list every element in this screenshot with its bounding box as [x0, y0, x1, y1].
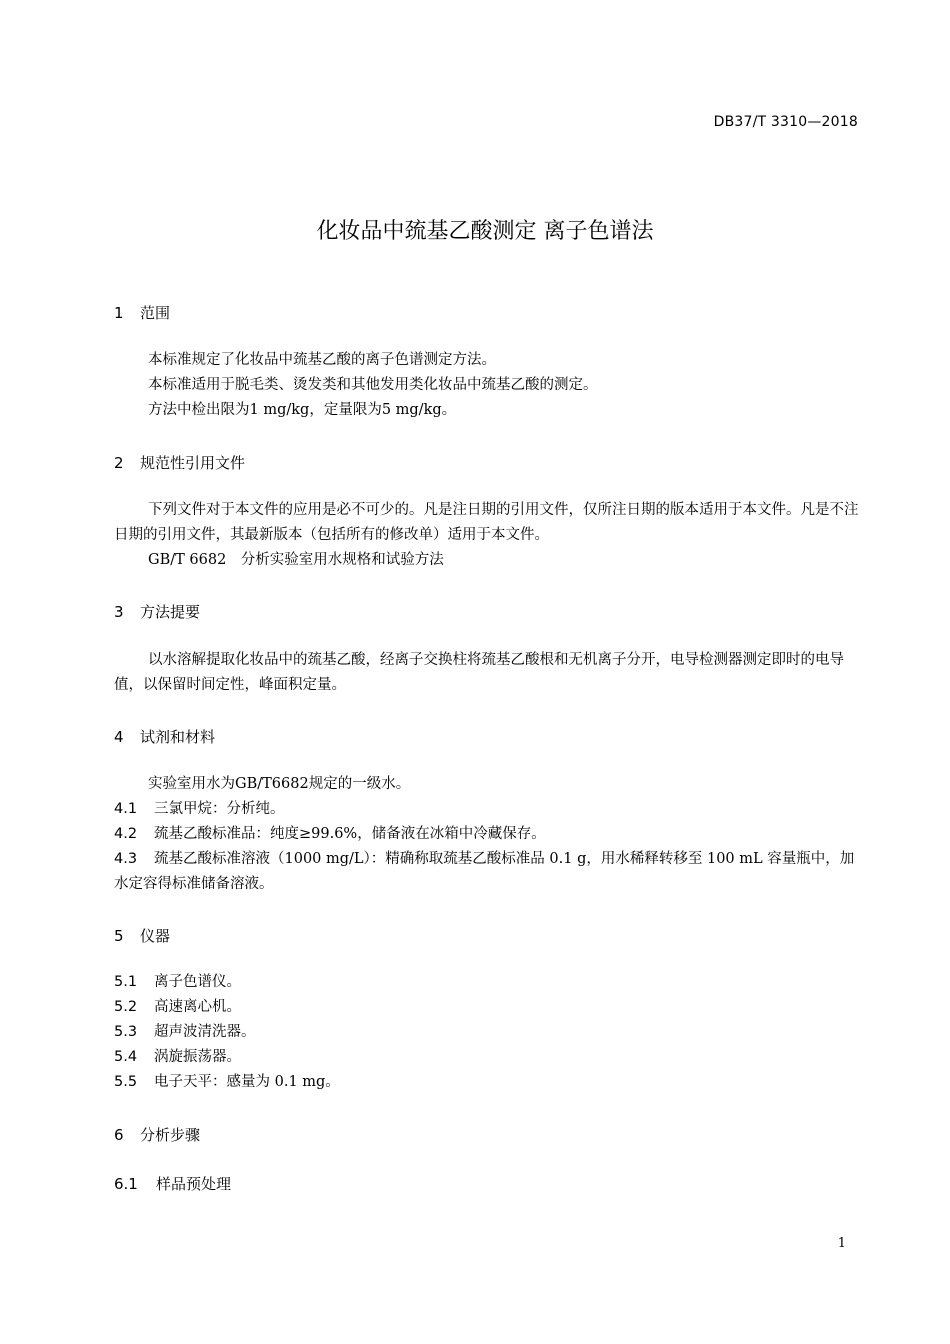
item-text: 高速离心机。 [154, 999, 241, 1015]
item-text: 电子天平：感量为 0.1 mg。 [154, 1074, 340, 1090]
section-title: 分析步骤 [140, 1126, 201, 1144]
page-number: 1 [837, 1236, 846, 1251]
item-number: 5.5 [114, 1074, 138, 1090]
subsection-6-1-heading [114, 1173, 231, 1194]
section-4-item-1 [114, 797, 860, 822]
section-1-para-3: 方法中检出限为1 mg/kg，定量限为5 mg/kg。 [148, 402, 457, 418]
section-5-item-5 [114, 1070, 860, 1095]
section-number: 1 [114, 304, 124, 322]
document-title: 化妆品中巯基乙酸测定 离子色谱法 [316, 219, 654, 244]
item-text: 涡旋振荡器。 [154, 1049, 241, 1065]
subsection-number: 6.1 [114, 1175, 138, 1193]
section-3-heading [114, 601, 200, 622]
item-number: 4.3 [114, 851, 138, 867]
section-number: 5 [114, 927, 124, 945]
section-5-heading [114, 925, 170, 946]
item-number: 5.4 [114, 1049, 138, 1065]
section-4-heading [114, 726, 215, 747]
item-number: 5.3 [114, 1024, 138, 1040]
section-6-heading [114, 1124, 200, 1145]
section-5-item-2 [114, 995, 860, 1020]
section-2-para: 下列文件对于本文件的应用是必不可少的。凡是注日期的引用文件，仅所注日期的版本适用于本文件。凡是不注日期的引用文件，其最新版本（包括所有的修改单）适用于本文件。 [114, 502, 859, 543]
item-text: 巯基乙酸标准溶液（1000 mg/L）：精确称取巯基乙酸标准品 0.1 g，用水稀释转移至 100 mL 容量瓶中，加水定容得标准储备溶液。 [114, 851, 855, 892]
item-text: 巯基乙酸标准品：纯度≥99.6%，储备液在冰箱中冷藏保存。 [154, 826, 546, 842]
section-title: 方法提要 [140, 603, 201, 621]
standard-code: DB37/T 3310—2018 [713, 114, 858, 130]
item-number: 4.2 [114, 826, 138, 842]
section-5-item-1 [114, 970, 860, 995]
section-4-item-3 [114, 847, 860, 897]
item-number: 4.1 [114, 801, 138, 817]
section-4-intro: 实验室用水为GB/T6682规定的一级水。 [148, 776, 411, 792]
section-number: 4 [114, 728, 124, 746]
section-5-item-4 [114, 1045, 860, 1070]
section-1-para-1: 本标准规定了化妆品中巯基乙酸的离子色谱测定方法。 [148, 352, 496, 368]
section-title: 规范性引用文件 [140, 454, 246, 472]
section-number: 2 [114, 454, 124, 472]
section-title: 仪器 [140, 927, 171, 945]
section-number: 3 [114, 603, 124, 621]
section-title: 范围 [140, 304, 171, 322]
section-title: 试剂和材料 [140, 728, 216, 746]
item-text: 三氯甲烷：分析纯。 [154, 801, 285, 817]
item-text: 超声波清洗器。 [154, 1024, 256, 1040]
item-text: 离子色谱仪。 [154, 974, 241, 990]
item-number: 5.2 [114, 999, 138, 1015]
section-number: 6 [114, 1126, 124, 1144]
subsection-title: 样品预处理 [156, 1175, 232, 1193]
section-1-para-2: 本标准适用于脱毛类、烫发类和其他发用类化妆品中巯基乙酸的测定。 [148, 377, 598, 393]
section-4-item-2 [114, 822, 860, 847]
section-3-para: 以水溶解提取化妆品中的巯基乙酸，经离子交换柱将巯基乙酸根和无机离子分开，电导检测器测定即时的电导值，以保留时间定性，峰面积定量。 [114, 652, 844, 693]
section-2-heading [114, 452, 245, 473]
section-5-item-3 [114, 1020, 860, 1045]
item-number: 5.1 [114, 974, 138, 990]
section-1-heading [114, 302, 170, 323]
section-2-reference: GB/T 6682 分析实验室用水规格和试验方法 [148, 552, 444, 568]
